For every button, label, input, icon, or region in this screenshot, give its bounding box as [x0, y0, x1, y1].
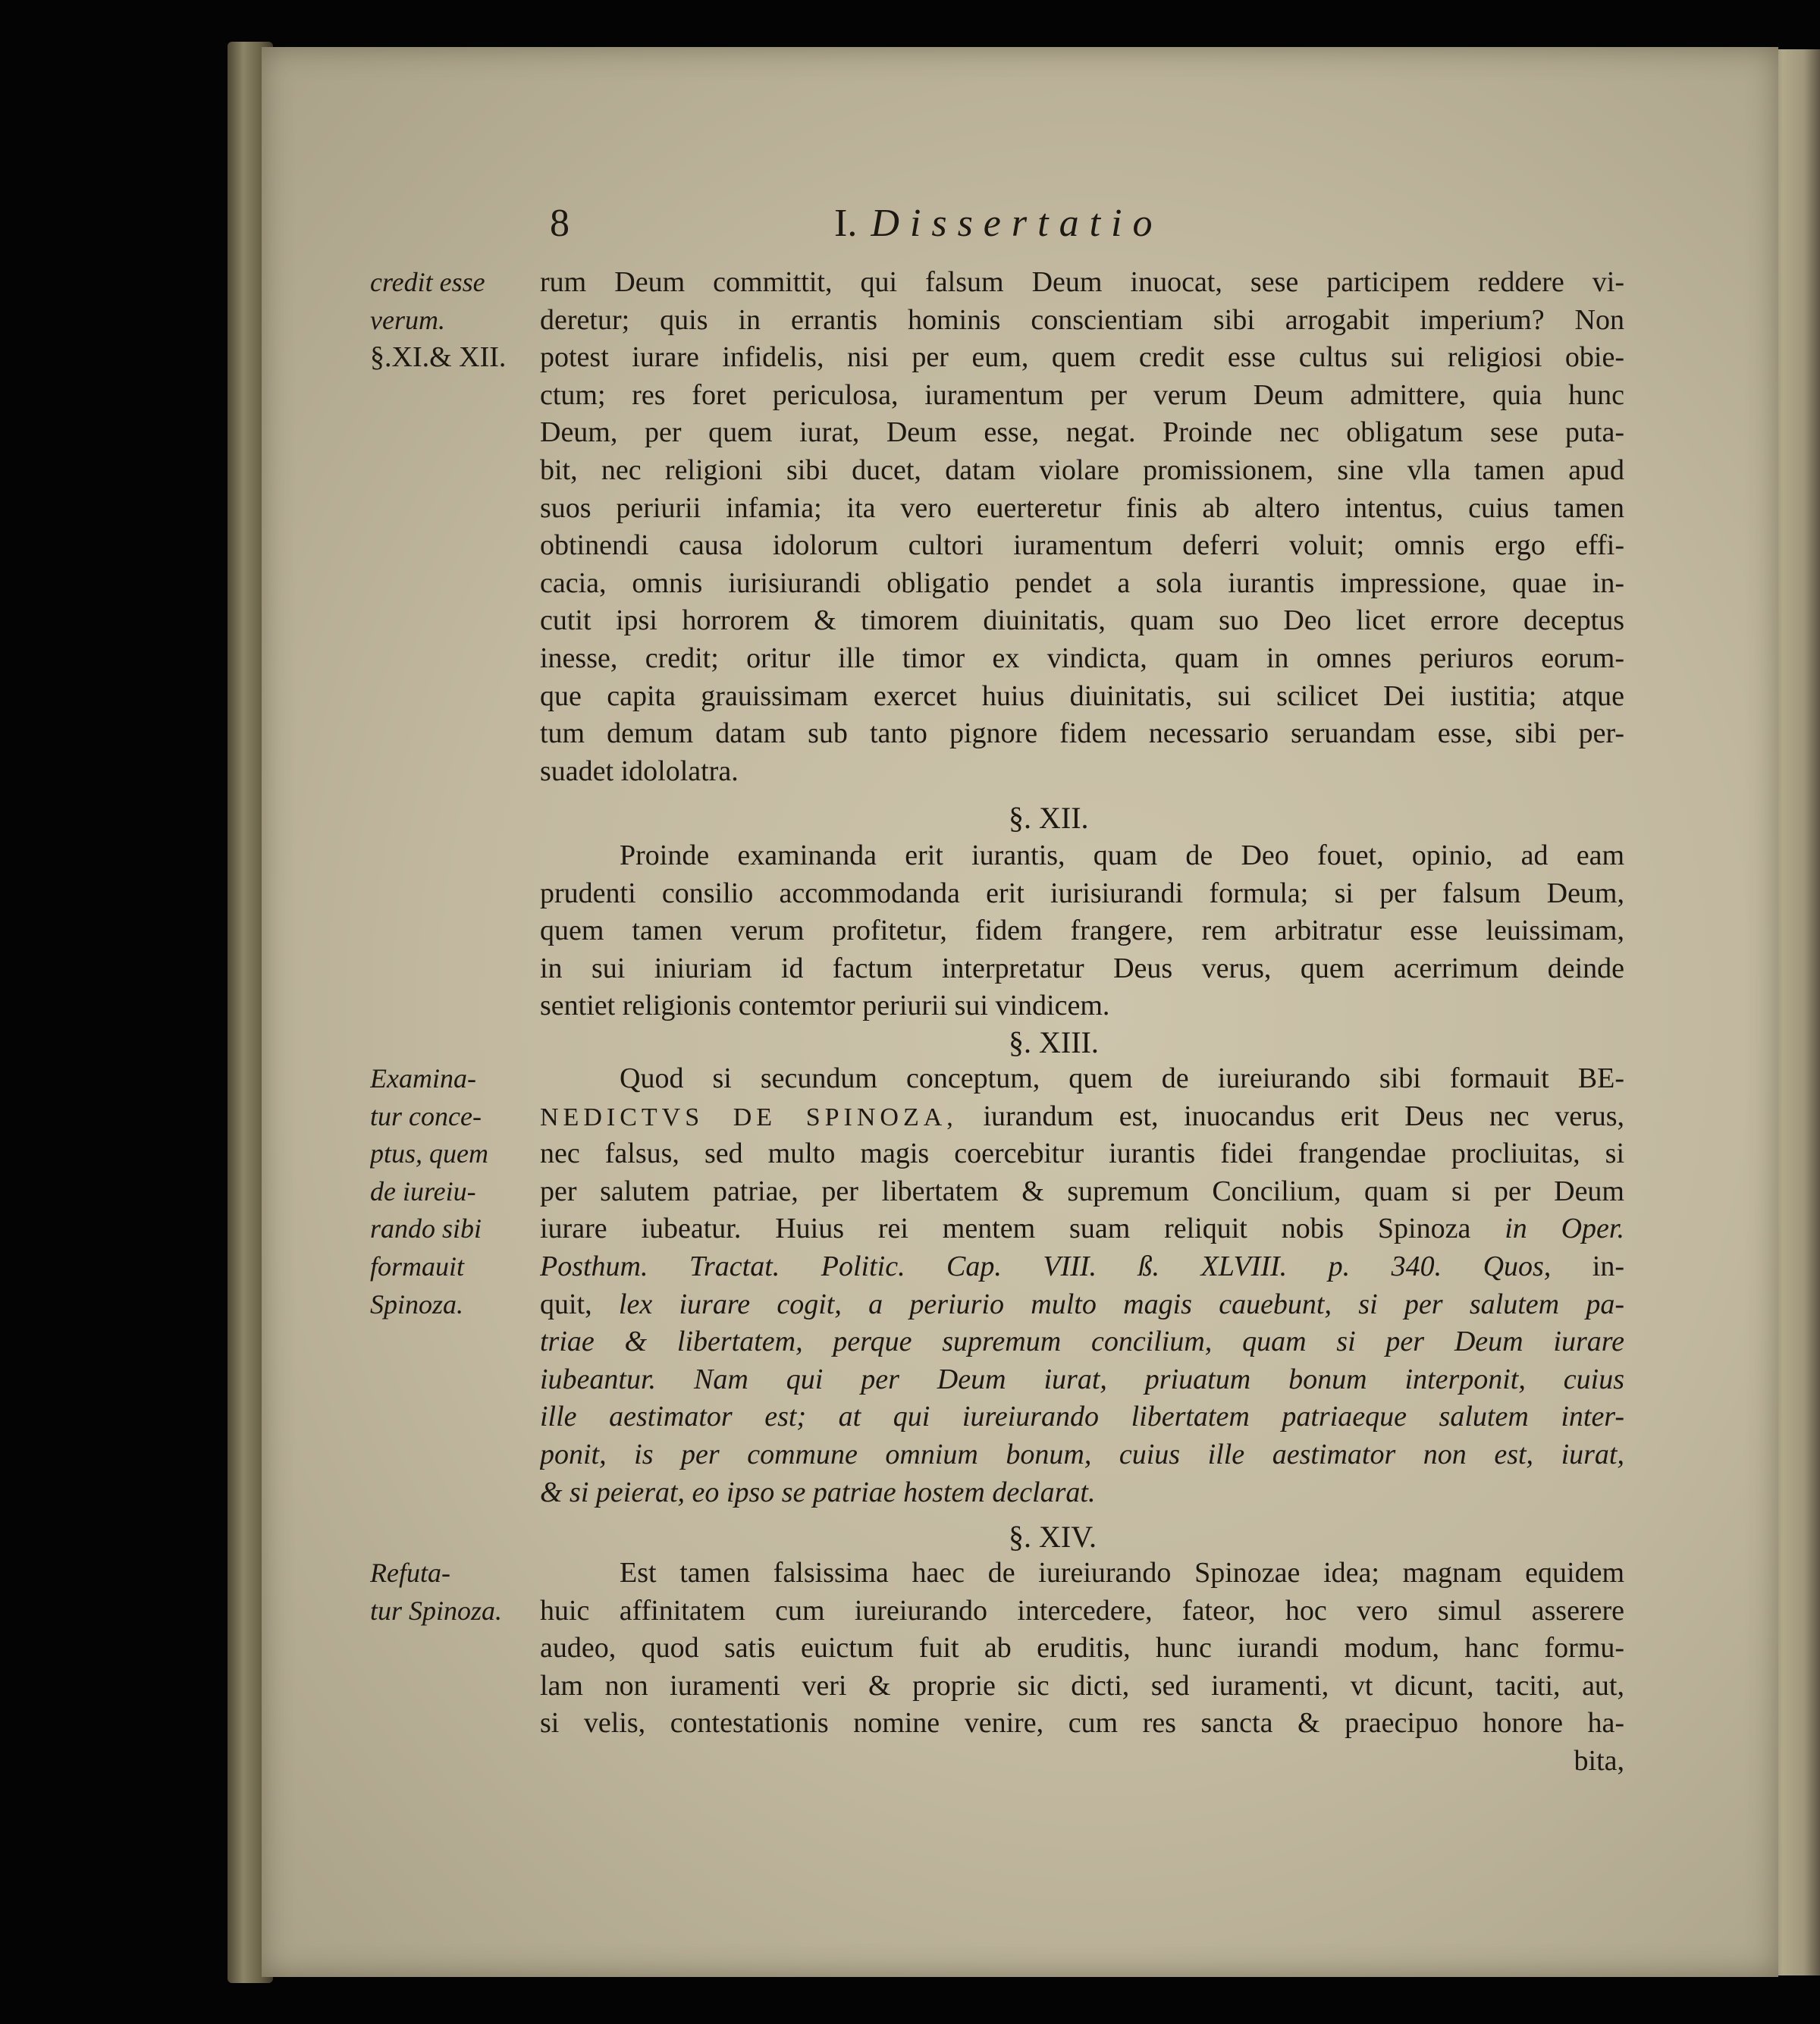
running-head-title: Dissertatio: [871, 202, 1163, 245]
paragraph-continued: [540, 264, 1624, 790]
text-line: tum demum datam sub tanto pignore fidem necessario seruandam esse, sibi per-: [540, 717, 1624, 750]
text-fragment: iurare iubeatur. Huius rei mentem suam reliquit nobis Spinoza: [540, 1213, 1471, 1245]
text-line: ponit, is per commune omnium bonum, cuius ille aestimator non est, iurat,: [540, 1438, 1624, 1470]
text-line: audeo, quod satis euictum fuit ab eruditis, hunc iurandi modum, hanc formu-: [540, 1632, 1624, 1665]
text-line: cacia, omnis iurisiurandi obligatio pendet a sola iurantis impressione, quae in-: [540, 566, 1624, 599]
text-line: [540, 1210, 1624, 1248]
section-xii-paragraph: [540, 837, 1624, 1025]
running-head: [834, 197, 1163, 250]
text-line: Deum, per quem iurat, Deum esse, negat. Proinde nec obligatum sese puta-: [540, 416, 1624, 449]
text-line: Est tamen falsissima haec de iureiurando Spinozae idea; magnam equidem: [620, 1557, 1624, 1589]
text-fragment: in-: [1592, 1250, 1624, 1282]
text-fragment: quit,: [540, 1288, 592, 1320]
margin-note-line: ptus, quem: [370, 1138, 488, 1169]
author-name-smallcaps: NEDICTVS DE SPINOZA,: [540, 1103, 958, 1131]
page-number: 8: [550, 202, 570, 245]
section-heading-xiii: §. XIII.: [1009, 1025, 1099, 1059]
text-line: & si peierat, eo ipso se patriae hostem declarat.: [540, 1476, 1096, 1508]
text-line: iubeantur. Nam qui per Deum iurat, priuatum bonum interponit, cuius: [540, 1363, 1624, 1395]
text-line: huic affinitatem cum iureiurando intercedere, fateor, hoc vero simul asserere: [540, 1594, 1624, 1627]
text-line: quem tamen verum profitetur, fidem frangere, rem arbitratur esse leuissimam,: [540, 915, 1624, 947]
catchword: bita,: [1574, 1744, 1624, 1777]
text-line: suos periurii infamia; ita vero euerteretur finis ab altero intentus, cuius tamen: [540, 491, 1624, 524]
text-fragment: iurandum est, inuocandus erit Deus nec verus,: [983, 1100, 1624, 1132]
text-line: obtinendi causa idolorum cultori iuramentum deferri voluit; omnis ergo effi-: [540, 529, 1624, 562]
text-line: [540, 1286, 1624, 1324]
text-line: in sui iniuriam id factum interpretatur Deus verus, quem acerrimum deinde: [540, 952, 1624, 984]
text-line: Quod si secundum conceptum, quem de iureiurando sibi formauit BE-: [620, 1062, 1624, 1094]
section-heading-xiv: §. XIV.: [1009, 1520, 1097, 1554]
margin-note-refutatur: [370, 1555, 541, 1630]
text-line: potest iurare infidelis, nisi per eum, quem credit esse cultus sui religiosi obie-: [540, 341, 1624, 374]
citation-fragment: Posthum. Tractat. Politic. Cap. VIII. ß. XLVIII. p. 340. Quos,: [540, 1250, 1552, 1282]
text-line: per salutem patriae, per libertatem & supremum Concilium, quam si per Deum: [540, 1175, 1624, 1207]
margin-note-line: tur Spinoza.: [370, 1595, 503, 1626]
section-xiv-paragraph: [540, 1555, 1624, 1781]
text-line: [540, 1098, 1624, 1136]
text-line: ille aestimator est; at qui iureiurando libertatem patriaeque salutem inter-: [540, 1401, 1624, 1433]
section-xiii-paragraph: [540, 1060, 1624, 1511]
margin-note-section-ref: [370, 339, 541, 377]
text-line: ctum; res foret periculosa, iuramentum per verum Deum admittere, quia hunc: [540, 378, 1624, 411]
text-line: triae & libertatem, perque supremum concilium, quam si per Deum iurare: [540, 1326, 1624, 1358]
margin-note-line: verum.: [370, 304, 445, 335]
text-line: suadet idololatra.: [540, 755, 739, 787]
section-heading-xii: §. XII.: [1009, 801, 1089, 835]
text-line: rum Deum committit, qui falsum Deum inuocat, sese participem reddere vi-: [540, 266, 1624, 298]
margin-note-credit-esse: [370, 264, 541, 339]
margin-note-line: credit esse: [370, 267, 485, 297]
text-line: cutit ipsi horrorem & timorem diuinitatis, quam suo Deo licet errore deceptus: [540, 604, 1624, 637]
citation-fragment: in Oper.: [1505, 1213, 1624, 1245]
text-line: si velis, contestationis nomine venire, cum res sancta & praecipuo honore ha-: [540, 1707, 1624, 1740]
margin-note-line: tur conce-: [370, 1100, 482, 1131]
text-line: nec falsus, sed multo magis coercebitur iurantis fidei frangendae procliuitas, si: [540, 1138, 1624, 1170]
text-line: [540, 1248, 1624, 1286]
margin-note-line: Refuta-: [370, 1558, 450, 1588]
margin-note-line: §.XI.& XII.: [370, 341, 507, 373]
text-line: deretur; quis in errantis hominis conscientiam sibi arrogabit imperium? Non: [540, 303, 1624, 336]
margin-note-line: de iureiu-: [370, 1175, 476, 1207]
margin-note-line: Examina-: [370, 1063, 476, 1094]
margin-note-line: formauit: [370, 1250, 465, 1282]
quotation-fragment: lex iurare cogit, a periurio multo magis cauebunt, si per salutem pa-: [618, 1288, 1624, 1320]
text-line: inesse, credit; oritur ille timor ex vindicta, quam in omnes periuros eorum-: [540, 642, 1624, 674]
margin-note-line: Spinoza.: [370, 1288, 464, 1320]
text-line: lam non iuramenti veri & proprie sic dicti, sed iuramenti, vt dicunt, taciti, aut,: [540, 1669, 1624, 1702]
text-line: bit, nec religioni sibi ducet, datam violare promissionem, sine vlla tamen apud: [540, 453, 1624, 486]
text-line: Proinde examinanda erit iurantis, quam de Deo fouet, opinio, ad eam: [620, 839, 1624, 871]
margin-note-examinatur: [370, 1060, 541, 1323]
margin-note-line: rando sibi: [370, 1213, 482, 1244]
running-head-number: I.: [834, 202, 858, 245]
text-line: prudenti consilio accommodanda erit iurisiurandi formula; si per falsum Deum,: [540, 877, 1624, 909]
text-line: sentiet religionis contemtor periurii sui vindicem.: [540, 990, 1110, 1022]
text-line: que capita grauissimam exercet huius diuinitatis, sui scilicet Dei iustitia; atque: [540, 679, 1624, 712]
